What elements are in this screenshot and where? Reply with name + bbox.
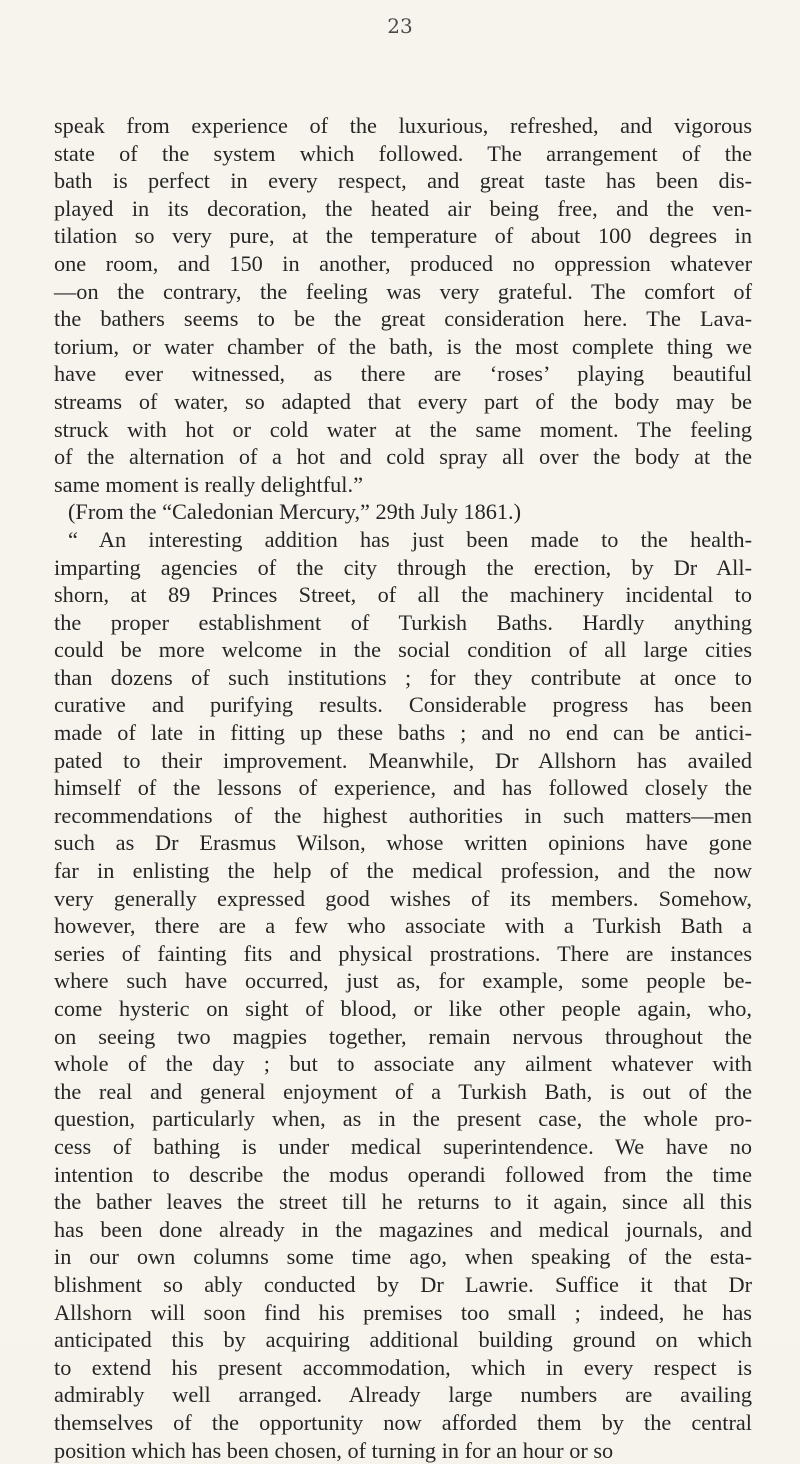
body-text — [54, 112, 752, 1464]
text-line: (From the “Caledonian Mercury,” 29th July 1861.) — [54, 498, 752, 526]
text-line: has been done already in the magazines and medical journals, and — [54, 1216, 752, 1244]
text-line: himself of the lessons of experience, and has followed closely the — [54, 774, 752, 802]
text-line: curative and purifying results. Considerable progress has been — [54, 691, 752, 719]
text-line: to extend his present accommodation, which in every respect is — [54, 1354, 752, 1382]
text-line: where such have occurred, just as, for example, some people be- — [54, 967, 752, 995]
text-line: shorn, at 89 Princes Street, of all the machinery incidental to — [54, 581, 752, 609]
text-line: series of fainting fits and physical prostrations. There are instances — [54, 940, 752, 968]
text-line: “ An interesting addition has just been made to the health- — [54, 526, 752, 554]
text-line: Allshorn will soon find his premises too small ; indeed, he has — [54, 1299, 752, 1327]
text-line: cess of bathing is under medical superintendence. We have no — [54, 1133, 752, 1161]
text-line: tilation so very pure, at the temperature of about 100 degrees in — [54, 222, 752, 250]
text-line: —on the contrary, the feeling was very grateful. The comfort of — [54, 278, 752, 306]
text-line: same moment is really delightful.” — [54, 471, 752, 499]
text-line: than dozens of such institutions ; for they contribute at once to — [54, 664, 752, 692]
text-line: state of the system which followed. The arrangement of the — [54, 140, 752, 168]
text-line: very generally expressed good wishes of its members. Somehow, — [54, 885, 752, 913]
text-line: imparting agencies of the city through the erection, by Dr All- — [54, 554, 752, 582]
text-line: torium, or water chamber of the bath, is the most complete thing we — [54, 333, 752, 361]
page-number: 23 — [0, 14, 800, 38]
text-line: in our own columns some time ago, when speaking of the esta- — [54, 1243, 752, 1271]
text-line: struck with hot or cold water at the same moment. The feeling — [54, 416, 752, 444]
text-line: intention to describe the modus operandi followed from the time — [54, 1161, 752, 1189]
text-line: position which has been chosen, of turning in for an hour or so — [54, 1437, 752, 1464]
text-line: such as Dr Erasmus Wilson, whose written opinions have gone — [54, 829, 752, 857]
text-line: pated to their improvement. Meanwhile, Dr Allshorn has availed — [54, 747, 752, 775]
text-line: anticipated this by acquiring additional building ground on which — [54, 1326, 752, 1354]
text-line: one room, and 150 in another, produced no oppression whatever — [54, 250, 752, 278]
text-line: question, particularly when, as in the present case, the whole pro- — [54, 1105, 752, 1133]
text-line: the bather leaves the street till he returns to it again, since all this — [54, 1188, 752, 1216]
text-line: streams of water, so adapted that every part of the body may be — [54, 388, 752, 416]
text-line: whole of the day ; but to associate any ailment whatever with — [54, 1050, 752, 1078]
text-line: admirably well arranged. Already large numbers are availing — [54, 1381, 752, 1409]
text-line: however, there are a few who associate with a Turkish Bath a — [54, 912, 752, 940]
text-line: recommendations of the highest authorities in such matters—men — [54, 802, 752, 830]
text-line: played in its decoration, the heated air being free, and the ven- — [54, 195, 752, 223]
text-line: the bathers seems to be the great consideration here. The Lava- — [54, 305, 752, 333]
text-line: have ever witnessed, as there are ‘roses’ playing beautiful — [54, 360, 752, 388]
text-line: of the alternation of a hot and cold spray all over the body at the — [54, 443, 752, 471]
text-line: come hysteric on sight of blood, or like other people again, who, — [54, 995, 752, 1023]
text-line: far in enlisting the help of the medical profession, and the now — [54, 857, 752, 885]
text-line: the proper establishment of Turkish Baths. Hardly anything — [54, 609, 752, 637]
text-line: speak from experience of the luxurious, refreshed, and vigorous — [54, 112, 752, 140]
text-line: on seeing two magpies together, remain nervous throughout the — [54, 1023, 752, 1051]
text-line: bath is perfect in every respect, and great taste has been dis- — [54, 167, 752, 195]
text-line: could be more welcome in the social condition of all large cities — [54, 636, 752, 664]
text-line: the real and general enjoyment of a Turkish Bath, is out of the — [54, 1078, 752, 1106]
text-line: blishment so ably conducted by Dr Lawrie. Suffice it that Dr — [54, 1271, 752, 1299]
text-line: made of late in fitting up these baths ; and no end can be antici- — [54, 719, 752, 747]
text-line: themselves of the opportunity now afforded them by the central — [54, 1409, 752, 1437]
